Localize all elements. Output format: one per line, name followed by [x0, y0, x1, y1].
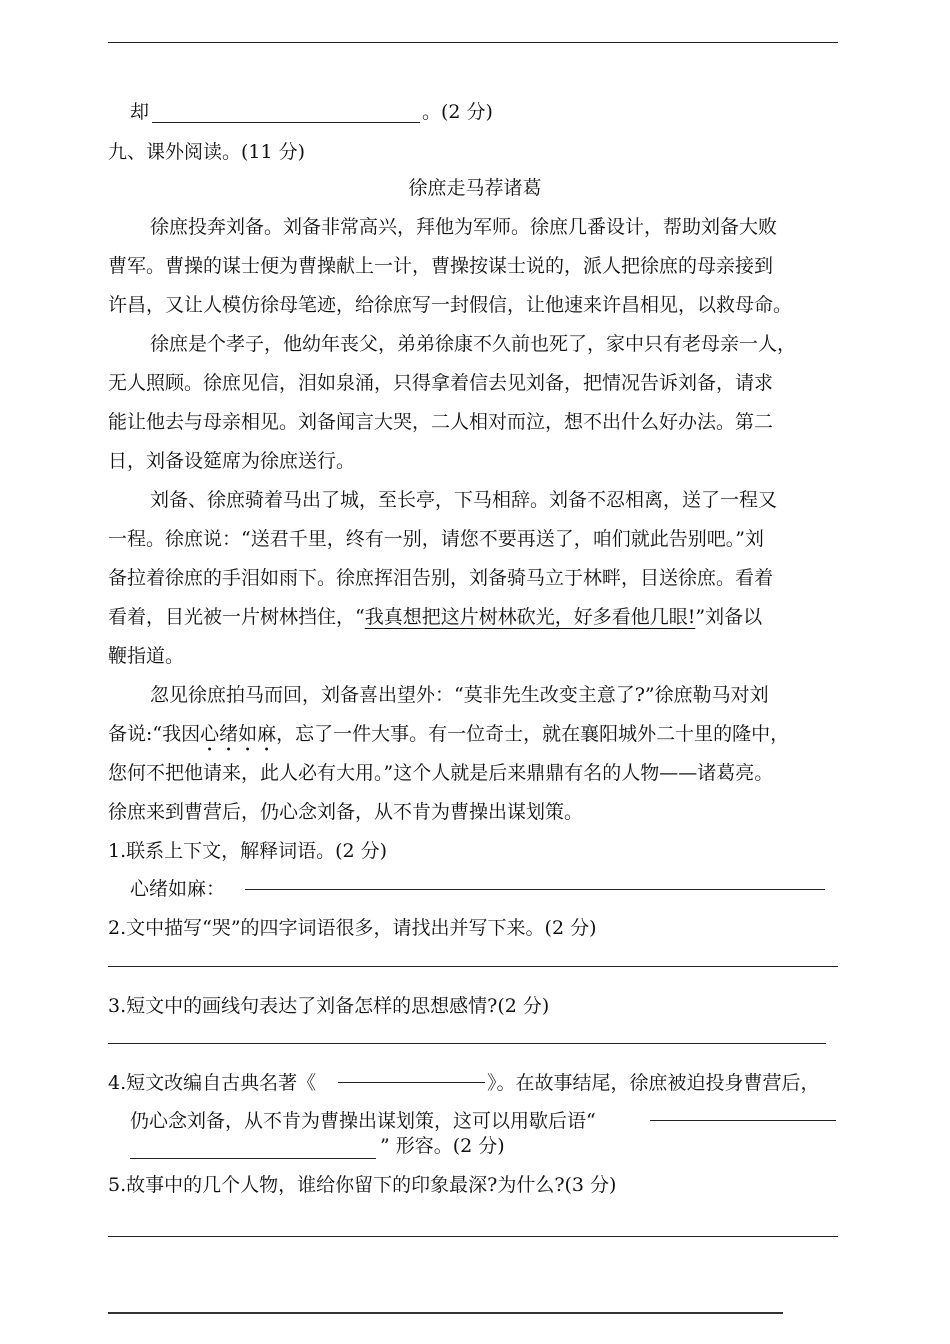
q2-answer-line[interactable]: [108, 966, 838, 967]
question-4-line-1: 4.短文改编自古典名著《: [108, 1072, 317, 1094]
passage-line: 忽见徐庶拍马而回，刘备喜出望外：“莫非先生改变主意了?”徐庶勒马对刘: [150, 684, 769, 706]
passage-line: 刘备、徐庶骑着马出了城，至长亭，下马相辞。刘备不忍相离，送了一程又: [150, 489, 778, 511]
question-5: 5.故事中的几个人物，谁给你留下的印象最深?为什么?(3 分): [108, 1174, 617, 1196]
q4-book-blank[interactable]: [338, 1082, 485, 1083]
passage-line: 备拉着徐庶的手泪如雨下。徐庶挥泪告别，刘备骑马立于林畔，目送徐庶。看着: [108, 567, 774, 589]
passage-line: 日，刘备设筵席为徐庶送行。: [108, 450, 356, 472]
passage-line: 一程。徐庶说：“送君千里，终有一别，请您不要再送了，咱们就此告别吧。”刘: [108, 528, 764, 550]
q8-answer-blank[interactable]: [152, 122, 420, 123]
passage-line: 徐庶投奔刘备。刘备非常高兴，拜他为军师。徐庶几番设计，帮助刘备大败: [150, 216, 778, 238]
q8-prefix: 却: [130, 101, 150, 123]
passage-line: 无人照顾。徐庶见信，泪如泉涌，只得拿着信去见刘备，把情况告诉刘备，请求: [108, 372, 774, 394]
question-4-line-2: 仍心念刘备，从不肯为曹操出谋划策，这可以用歇后语“: [130, 1110, 596, 1132]
passage-line-underlined: [108, 604, 762, 630]
question-2: 2.文中描写“哭”的四字词语很多，请找出并写下来。(2 分): [108, 917, 597, 939]
passage-line: 您何不把他请来，此人必有大用。”这个人就是后来鼎鼎有名的人物——诸葛亮。: [108, 762, 774, 784]
text-run: ”刘备以: [695, 606, 763, 628]
text-run: 看着，目光被一片树林挡住，“: [108, 606, 365, 628]
q8-score: 。(2 分): [422, 101, 493, 123]
passage-line: 徐庶来到曹营后，仍心念刘备，从不肯为曹操出谋划策。: [108, 801, 584, 823]
passage-line: 能让他去与母亲相见。刘备闻言大哭，二人相对而泣，想不出什么好办法。第二: [108, 411, 774, 433]
q1-answer-blank[interactable]: [245, 889, 825, 890]
question-1: 1.联系上下文，解释词语。(2 分): [108, 840, 388, 862]
underlined-sentence: 我真想把这片树林砍光，好多看他几眼!: [364, 606, 696, 628]
q4-xiehouyu-blank-2[interactable]: [130, 1158, 376, 1159]
q3-answer-line[interactable]: [108, 1043, 826, 1044]
section-heading: 九、课外阅读。(11 分): [108, 141, 306, 163]
passage-title: 徐庶走马荐诸葛: [408, 177, 542, 199]
passage-line: 曹军。曹操的谋士便为曹操献上一计，曹操按谋士说的，派人把徐庶的母亲接到: [108, 255, 774, 277]
question-4-tail: ” 形容。(2 分): [380, 1135, 505, 1157]
header-rule: [108, 42, 838, 43]
q4-xiehouyu-blank-1[interactable]: [650, 1120, 836, 1121]
text-run: ，忘了一件大事。有一位奇士，就在襄阳城外二十里的隆中，: [276, 723, 790, 745]
question-1-term: 心绪如麻：: [130, 878, 226, 900]
passage-line-dotted: [108, 721, 789, 756]
emphasized-term: 心绪如麻: [200, 723, 277, 745]
passage-line: 鞭指道。: [108, 645, 185, 667]
question-3: 3.短文中的画线句表达了刘备怎样的思想感情?(2 分): [108, 995, 550, 1017]
question-4-text: 》。在故事结尾，徐庶被迫投身曹营后，: [487, 1072, 820, 1094]
passage-line: 许昌，又让人模仿徐母笔迹，给徐庶写一封假信，让他速来许昌相见，以救母命。: [108, 294, 793, 316]
q5-answer-line[interactable]: [108, 1236, 838, 1237]
passage-line: 徐庶是个孝子，他幼年丧父，弟弟徐康不久前也死了，家中只有老母亲一人，: [150, 333, 797, 355]
footer-rule: [108, 1312, 783, 1314]
text-run: 备说:“我因: [108, 723, 201, 745]
